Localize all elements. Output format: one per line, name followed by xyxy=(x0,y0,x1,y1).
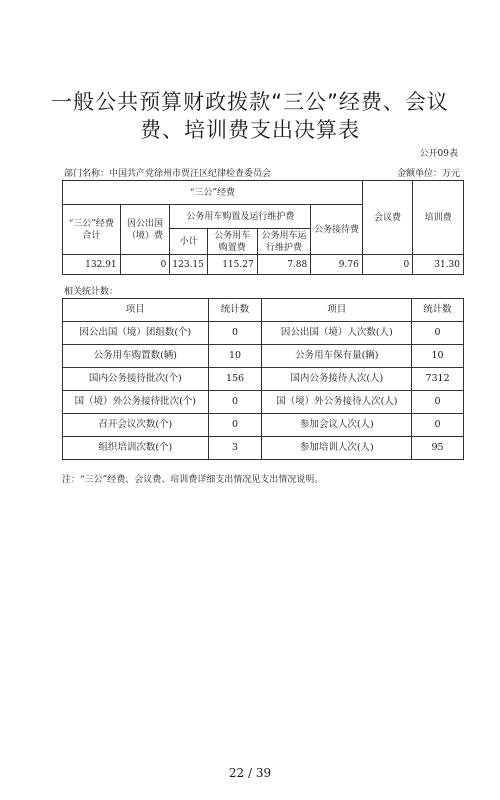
stats-cell: 国内公务接待批次(个) xyxy=(63,368,209,391)
stats-cell: 公务用车购置数(辆) xyxy=(63,345,209,368)
header-reception: 公务接待费 xyxy=(311,205,363,255)
table-row xyxy=(63,414,464,437)
value-training: 31.30 xyxy=(413,255,464,275)
table-row xyxy=(63,368,464,391)
value-maintenance: 7.88 xyxy=(257,255,311,275)
stats-cell: 参加会议人次(人) xyxy=(262,414,412,437)
stats-cell: 0 xyxy=(412,414,464,437)
header-sangong: “三公”经费 xyxy=(63,181,363,205)
stats-cell: 因公出国（境）团组数(个) xyxy=(63,322,209,345)
value-total: 132.91 xyxy=(63,255,121,275)
stats-label: 相关统计数： xyxy=(64,287,119,297)
value-subtotal: 123.15 xyxy=(170,255,208,275)
stats-cell: 国内公务接待人次(人) xyxy=(262,368,412,391)
value-purchase: 115.27 xyxy=(207,255,257,275)
table-row xyxy=(63,437,464,460)
header-vehicle: 公务用车购置及运行维护费 xyxy=(170,205,311,229)
stats-cell: 国（境）外公务接待人次(人) xyxy=(262,391,412,414)
table-row xyxy=(63,391,464,414)
form-number: 公开09表 xyxy=(419,149,458,159)
stats-cell: 3 xyxy=(208,437,262,460)
stats-cell: 10 xyxy=(412,345,464,368)
header-training: 培训费 xyxy=(413,181,464,255)
header-total: “三公”经费合计 xyxy=(63,205,121,255)
stats-header-count: 统计数 xyxy=(412,299,464,322)
stats-cell: 召开会议次数(个) xyxy=(63,414,209,437)
value-reception: 9.76 xyxy=(311,255,363,275)
table-row xyxy=(63,345,464,368)
stats-header-count: 统计数 xyxy=(208,299,262,322)
stats-cell: 0 xyxy=(412,391,464,414)
header-purchase: 公务用车购置费 xyxy=(207,229,257,255)
department-name: 部门名称：中国共产党徐州市贾汪区纪律检查委员会 xyxy=(64,169,272,179)
stats-cell: 参加培训人次(人) xyxy=(262,437,412,460)
header-subtotal: 小计 xyxy=(170,229,208,255)
stats-cell: 10 xyxy=(208,345,262,368)
table-row xyxy=(63,322,464,345)
stats-cell: 95 xyxy=(412,437,464,460)
footnote: 注：“三公”经费、会议费、培训费详细支出情况见支出情况说明。 xyxy=(62,475,324,485)
stats-cell: 7312 xyxy=(412,368,464,391)
stats-table xyxy=(62,298,464,460)
stats-cell: 0 xyxy=(208,391,262,414)
value-meeting: 0 xyxy=(362,255,412,275)
stats-cell: 公务用车保有量(辆) xyxy=(262,345,412,368)
stats-cell: 组织培训次数(个) xyxy=(63,437,209,460)
stats-cell: 0 xyxy=(412,322,464,345)
stats-header-item: 项目 xyxy=(63,299,209,322)
header-maintenance: 公务用车运行维护费 xyxy=(257,229,311,255)
stats-cell: 国（境）外公务接待批次(个) xyxy=(63,391,209,414)
value-abroad: 0 xyxy=(120,255,170,275)
stats-header-item: 项目 xyxy=(262,299,412,322)
expense-table xyxy=(62,180,464,275)
header-meeting: 会议费 xyxy=(362,181,412,255)
stats-cell: 因公出国（境）人次数(人) xyxy=(262,322,412,345)
stats-cell: 0 xyxy=(208,322,262,345)
page-number: 22 / 39 xyxy=(228,766,272,780)
header-abroad: 因公出国（境）费 xyxy=(120,205,170,255)
stats-cell: 156 xyxy=(208,368,262,391)
stats-cell: 0 xyxy=(208,414,262,437)
page-title: 一般公共预算财政拨款“三公”经费、会议费、培训费支出决算表 xyxy=(51,90,449,142)
amount-unit: 金额单位：万元 xyxy=(396,169,460,179)
